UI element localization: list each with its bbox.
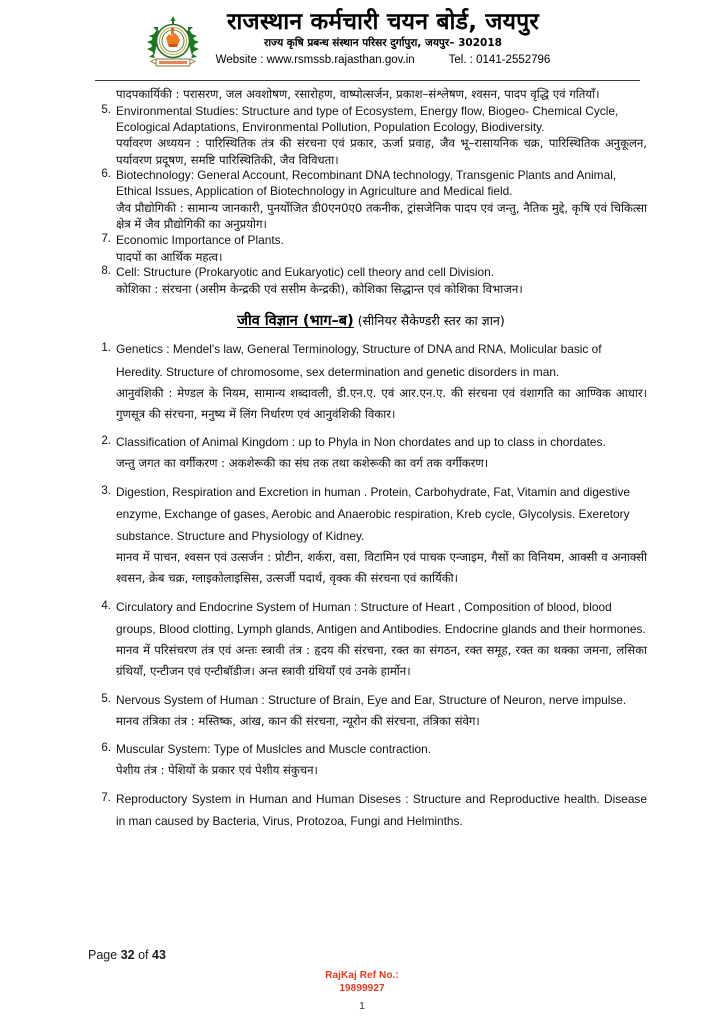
list-item: [95, 104, 647, 169]
rajkaj-reference: [0, 970, 724, 995]
list-item-hindi: जन्तु जगत का वर्गीकरण : अकशेरूकी का संघ तक तथा कशेरूकी का वर्ग तक वर्गीकरण।: [116, 456, 489, 471]
list-item-english: Cell: Structure (Prokaryotic and Eukaryotic) cell theory and cell Division.: [116, 265, 495, 280]
list-item-english: Biotechnology: General Account, Recombinant DNA technology, Transgenic Plants and Animal, Ethical Issues, Application of Biotechnology in Agriculture and Medical field.: [116, 168, 617, 199]
list-item: [95, 689, 647, 732]
page-total-number: 43: [152, 948, 166, 962]
list-item: [95, 168, 647, 233]
list-item-hindi: कोशिका : संरचना (असीम केन्द्रकी एवं ससीम केन्द्रकी), कोशिका सिद्धान्त एवं कोशिका विभाजन।: [116, 282, 523, 297]
list-item-hindi: आनुवंशिकी : मेण्डल के नियम, सामान्य शब्दावली, डी.एन.ए. एवं आर.एन.ए. की संरचना एवं वंशागति का आण्विक आधार। गुणसूत्र की संरचना, मनुष्य में लिंग निर्धारण एवं आनुवंशिकी विकार।: [116, 385, 647, 421]
list-item-number: 6.: [101, 742, 111, 755]
list-item-hindi: पेशीय तंत्र : पेशियों के प्रकार एवं पेशीय संकुचन।: [116, 763, 318, 778]
list-item-number: 1.: [101, 342, 111, 355]
header-text-block: [216, 10, 581, 66]
list-item: [95, 788, 647, 832]
list-item-english: Reproductory System in Human and Human Diseses : Structure and Reproductive health. Disease in man caused by Bacteria, Virus, Protozoa, Fungi and Helminths.: [116, 791, 647, 828]
list-item: [95, 431, 647, 474]
list-item-hindi: मानव में परिसंचरण तंत्र एवं अन्तः स्त्रावी तंत्र : हृदय की संरचना, रक्त का संगठन, रक्त समूह, रक्त का थक्का जमना, लसिका ग्रंथियाँ, एन्टीजन एवं एन्टीबॉडीज। अन्त स्त्रावी ग्रंथियाँ एवं उनके हार्मोन।: [116, 642, 647, 679]
page-number: [88, 948, 166, 962]
document-header: [0, 0, 724, 82]
list-item-english: Classification of Animal Kingdom : up to Phyla in Non chordates and up to class in chordates.: [116, 435, 606, 450]
syllabus-list-part-a: [95, 104, 647, 298]
document-body: [95, 86, 647, 838]
list-item-english: Genetics : Mendel's law, General Terminology, Structure of DNA and RNA, Molicular basic of Heredity. Structure of chromosome, sex determination and genetic disorders in man.: [116, 342, 602, 379]
list-item-hindi: मानव तंत्रिका तंत्र : मस्तिष्क, आंख, कान की संरचना, न्यूरोन की संरचना, तंत्रिका संवेग।: [116, 713, 480, 728]
rajkaj-label: RajKaj Ref No.:: [325, 970, 399, 981]
list-item-number: 5.: [101, 103, 111, 116]
rajkaj-number: 19899927: [339, 982, 385, 994]
list-item-english: Environmental Studies: Structure and type of Ecosystem, Energy flow, Biogeo- Chemical Cycle, Ecological Adaptations, Environmental Pollution, Population Ecology, Biodiversity.: [116, 103, 619, 134]
document-footer: [0, 944, 724, 1024]
list-item-english: Muscular System: Type of Muslcles and Muscle contraction.: [116, 742, 432, 757]
section-heading: [95, 310, 647, 330]
section-heading-subtitle: (सीनियर सैकेण्डरी स्तर का ज्ञान): [357, 313, 505, 329]
list-item-number: 7.: [101, 791, 111, 804]
organization-name: राजस्थान कर्मचारी चयन बोर्ड, जयपुर: [226, 9, 540, 35]
section-heading-title: जीव विज्ञान (भाग–ब): [237, 313, 354, 330]
list-item-hindi: पर्यावरण अध्ययन : पारिस्थितिक तंत्र की संरचना एवं प्रकार, ऊर्जा प्रवाह, जैव भू–रासायनिक चक्र, पारिस्थितिक अनुकूलन, पर्यावरण प्रदूषण, समष्टि पारिस्थितिकी, जैव विविधता।: [116, 136, 647, 167]
page-of-label: of: [138, 948, 149, 962]
list-item-hindi: पादपों का आर्थिक महत्व।: [116, 249, 223, 264]
list-item-english: Economic Importance of Plants.: [116, 232, 284, 247]
telephone-label: Tel. : 0141-2552796: [448, 53, 551, 66]
page-current-number: 32: [120, 948, 135, 962]
list-item: [95, 338, 647, 425]
list-item-english: Digestion, Respiration and Excretion in human . Protein, Carbohydrate, Fat, Vitamin and digestive enzyme, Exchange of gases, Aerobic and Anaerobic respiration, Kreb cycle, Glycolysis. Exeretory substance. Structure and Physiology of Kidney.: [116, 484, 630, 543]
list-item-number: 2.: [101, 435, 111, 448]
list-item-number: 6.: [101, 168, 111, 181]
list-item-number: 3.: [101, 484, 111, 497]
list-item: [95, 233, 647, 265]
page-prefix-label: Page: [88, 948, 118, 962]
lead-paragraph-hindi: पादपकार्यिकी : परासरण, जल अवशोषण, रसारोहण, वाष्पोत्सर्जन, प्रकाश–संश्लेषण, श्वसन, पादप वृद्धि एवं गतियाँ।: [116, 87, 600, 101]
list-item: [95, 481, 647, 590]
syllabus-list-part-b: [95, 338, 647, 831]
organization-contact: [216, 54, 551, 67]
rajasthan-state-emblem-icon: [144, 14, 202, 72]
sheet-number: 1: [359, 1000, 365, 1012]
list-item-english: Circulatory and Endocrine System of Human : Structure of Heart , Composition of blood, blood groups, Blood clotting, Lymph glands, Antigen and Antibodies. Endocrine glands and their hormones.: [116, 599, 646, 636]
list-item-number: 5.: [101, 692, 111, 705]
organization-address: राज्य कृषि प्रबन्ध संस्थान परिसर दुर्गापुरा, जयपुर– 302018: [264, 37, 502, 50]
list-item: [95, 738, 647, 781]
list-item-number: 8.: [101, 265, 111, 278]
list-item-hindi: मानव में पाचन, श्वसन एवं उत्सर्जन : प्रोटीन, शर्करा, वसा, विटामिन एवं पाचक एन्जाइम, गैसों का विनियम, आक्सी व अनाक्सी श्वसन, क्रेब चक्र, ग्लाइकोलाइसिस, उत्सर्जी पदार्थ, वृक्क की संरचना एवं कार्यिकी।: [116, 549, 647, 586]
list-item: [95, 596, 647, 683]
header-divider: [95, 80, 640, 81]
website-label[interactable]: Website : www.rsmssb.rajasthan.gov.in: [215, 53, 415, 66]
list-item: [95, 265, 647, 297]
list-item-english: Nervous System of Human : Structure of Brain, Eye and Ear, Structure of Neuron, nerve impulse.: [116, 692, 627, 707]
list-item-number: 4.: [101, 599, 111, 612]
list-item-hindi: जैव प्रौद्योगिकी : सामान्य जानकारी, पुनर्योजित डी0एन0ए0 तकनीक, ट्रांसजेनिक पादप एवं जन्तु, नैतिक मुद्दे, कृषि एवं चिकित्सा क्षेत्र में जैव प्रौद्योगिकी का अनुप्रयोग।: [116, 201, 648, 232]
list-item-number: 7.: [101, 232, 111, 245]
